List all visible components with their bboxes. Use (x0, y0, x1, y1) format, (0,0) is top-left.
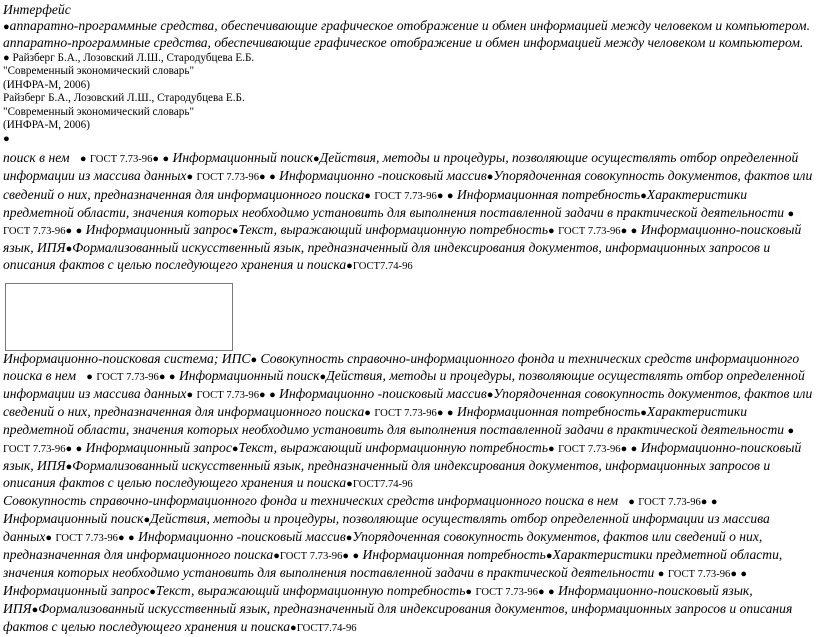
source-title: "Современный экономический словарь" (3, 65, 195, 78)
heading-interface: Интерфейс (3, 2, 71, 17)
lone-bullet: ● (3, 132, 10, 145)
bullet: ● (3, 21, 10, 34)
glossary-paragraph-1: поиск в нем ● ГОСТ 7.73-96● ● Информационный поиск●Действия, методы и процедуры, позволяющие осуществлять отбор определенной информации из массива данных● ГОСТ 7.73-96● ● Информационно -поисковый массив●Упорядоченная совокупность документов, фактов или сведений о них, предназначенная для информационного поиска● ГОСТ 7.73-96● ● Информационная потребность●Характеристики предметной области, значения которых необходимо установить для выполнения поставленной задачи в практической деятельности ● ГОСТ 7.73-96● ● Информационный запрос●Текст, выражающий информационную потребность● ГОСТ 7.73-96● ● Информационно-поисковый язык, ИПЯ●Формализованный искусственный язык, предназначенный для индексирования документов, информационных запросов и описания фактов с целью последующего хранения и поиска●ГОСТ7.74-96 (3, 150, 813, 273)
source-publisher: (ИНФРА-М, 2006) (3, 119, 90, 132)
glossary-paragraph-3: Совокупность справочно-информационного фонда и технических средств информационного поиска в нем ● ГОСТ 7.73-96● ● Информационный поиск●Действия, методы и процедуры, позволяющие осуществлять отбор определенной информации из массива данных● ГОСТ 7.73-96● ● Информационно -поисковый массив●Упорядоченная совокупность документов, фактов или сведений о них, предназначенная для информационного поиска●ГОСТ 7.73-96● ● Информационная потребность●Характеристики предметной области, значения которых необходимо установить для выполнения поставленной задачи в практической деятельности ● ГОСТ 7.73-96● ● Информационный запрос●Текст, выражающий информационную потребность● ГОСТ 7.73-96● ● Информационно-поисковый язык, ИПЯ●Формализованный искусственный язык, предназначенный для индексирования документов, информационных запросов и описания фактов с целью последующего хранения и поиска●ГОСТ7.74-96 (3, 493, 793, 634)
source-citation-1 (3, 52, 813, 93)
definition-2: аппаратно-программные средства, обеспечивающие графическое отображение и обмен информацией между человеком и компьютером. (3, 35, 804, 51)
glossary-paragraph-2: Информационно-поисковая система; ИПС● Совокупность справочно-информационного фонда и технических средств информационного поиска в нем ● ГОСТ 7.73-96● ● Информационный поиск●Действия, методы и процедуры, позволяющие осуществлять отбор определенной информации из массива данных● ГОСТ 7.73-96● ● Информационно -поисковый массив●Упорядоченная совокупность документов, фактов или сведений о них, предназначенная для информационного поиска● ГОСТ 7.73-96● ● Информационная потребность●Характеристики предметной области, значения которых необходимо установить для выполнения поставленной задачи в практической деятельности ● ГОСТ 7.73-96● ● Информационный запрос●Текст, выражающий информационную потребность● ГОСТ 7.73-96● ● Информационно-поисковый язык, ИПЯ●Формализованный искусственный язык, предназначенный для индексирования документов, информационных запросов и описания фактов с целью последующего хранения и поиска●ГОСТ7.74-96 (3, 350, 813, 490)
source-publisher: (ИНФРА-М, 2006) (3, 78, 90, 91)
source-citation-2 (3, 92, 813, 133)
definition-1: ●аппаратно-программные средства, обеспечивающие графическое отображение и обмен информацией между человеком и компьютером. (3, 18, 810, 34)
source-authors: Райзберг Б.А., Лозовский Л.Ш., Стародубцева Е.Б. (3, 92, 245, 105)
empty-frame (5, 283, 233, 351)
source-title: "Современный экономический словарь" (3, 105, 195, 118)
bullet: ● (3, 51, 10, 64)
source-authors: ● Райзберг Б.А., Лозовский Л.Ш., Стародубцева Е.Б. (3, 51, 255, 64)
